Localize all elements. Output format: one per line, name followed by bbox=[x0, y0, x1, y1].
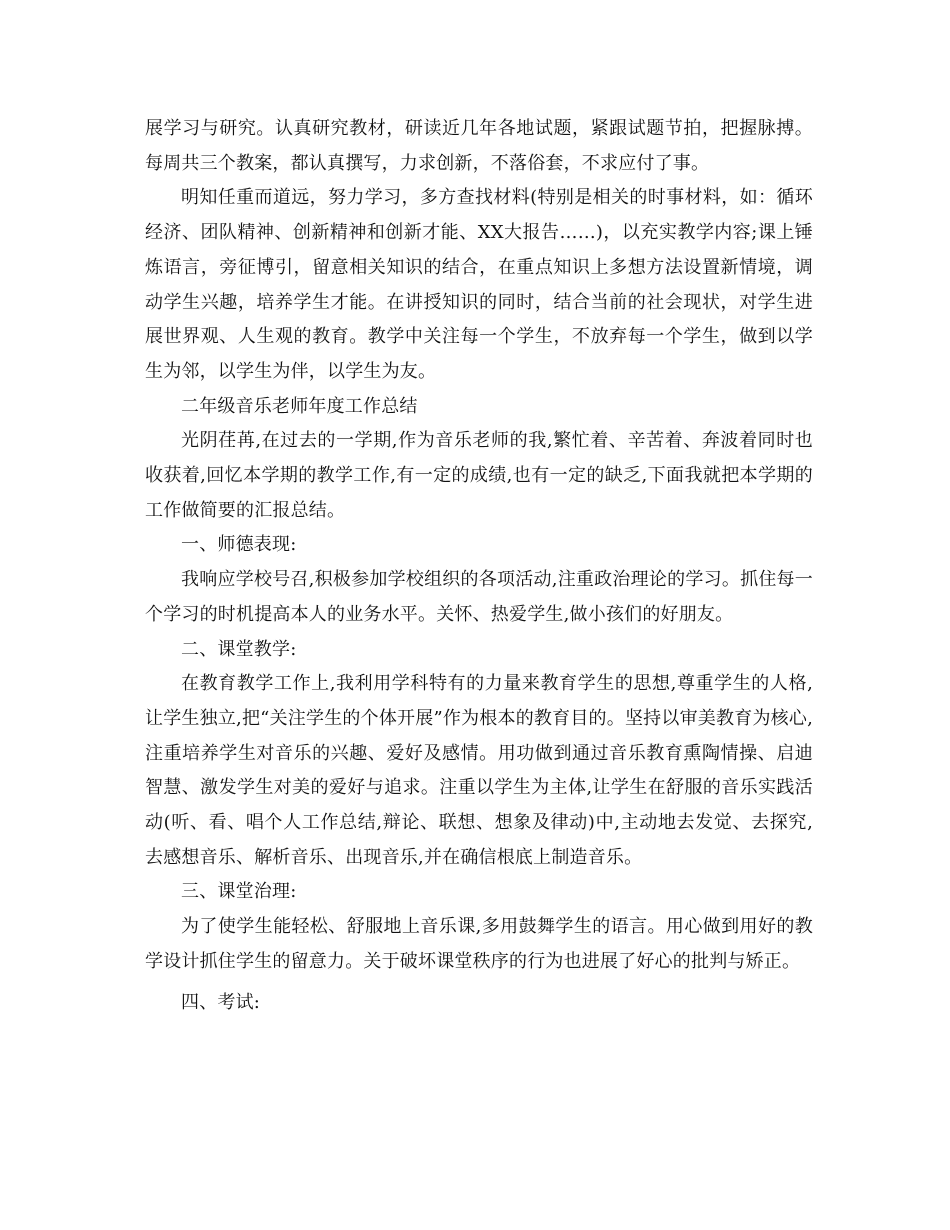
document-page bbox=[145, 112, 813, 1020]
section-title: 二年级音乐老师年度工作总结 bbox=[181, 395, 418, 417]
paragraph-intro: 光阴荏苒,在过去的一学期,作为音乐老师的我,繁忙着、辛苦着、奔波着同时也收获着,回忆本学期的教学工作,有一定的成绩,也有一定的缺乏,下面我就把本学期的工作做简要的汇报总结。 bbox=[145, 430, 813, 521]
heading-teaching: 二、课堂教学: bbox=[181, 638, 297, 660]
paragraph-teaching: 在教育教学工作上,我利用学科特有的力量来教育学生的思想,尊重学生的人格,让学生独立,把“关注学生的个体开展”作为根本的教育目的。坚持以审美教育为核心,注重培养学生对音乐的兴趣、爱好及感情。用功做到通过音乐教育熏陶情操、启迪智慧、激发学生对美的爱好与追求。注重以学生为主体,让学生在舒服的音乐实践活动(听、看、唱个人工作总结,辩论、联想、想象及律动)中,主动地去发觉、去探究,去感想音乐、解析音乐、出现音乐,并在确信根底上制造音乐。 bbox=[145, 673, 813, 868]
heading-management: 三、课堂治理: bbox=[181, 881, 297, 903]
paragraph-ethics: 我响应学校号召,积极参加学校组织的各项活动,注重政治理论的学习。抓住每一个学习的时机提高本人的业务水平。关怀、热爱学生,做小孩们的好朋友。 bbox=[145, 569, 813, 625]
paragraph-2: 明知任重而道远，努力学习，多方查找材料(特别是相关的时事材料，如：循环经济、团队精神、创新精神和创新才能、XX大报告……)，以充实教学内容;课上锤炼语言，旁征博引，留意相关知识的结合，在重点知识上多想方法设置新情境，调动学生兴趣，培养学生才能。在讲授知识的同时，结合当前的社会现状，对学生进展世界观、人生观的教育。教学中关注每一个学生，不放弃每一个学生，做到以学生为邻，以学生为伴，以学生为友。 bbox=[145, 187, 813, 382]
paragraph-1: 展学习与研究。认真研究教材，研读近几年各地试题，紧跟试题节拍，把握脉搏。每周共三个教案，都认真撰写，力求创新，不落俗套，不求应付了事。 bbox=[145, 118, 813, 174]
heading-exam: 四、考试: bbox=[181, 991, 261, 1013]
paragraph-management: 为了使学生能轻松、舒服地上音乐课,多用鼓舞学生的语言。用心做到用好的教学设计抓住学生的留意力。关于破坏课堂秩序的行为也进展了好心的批判与矫正。 bbox=[145, 916, 813, 972]
heading-ethics: 一、师德表现: bbox=[181, 534, 297, 556]
